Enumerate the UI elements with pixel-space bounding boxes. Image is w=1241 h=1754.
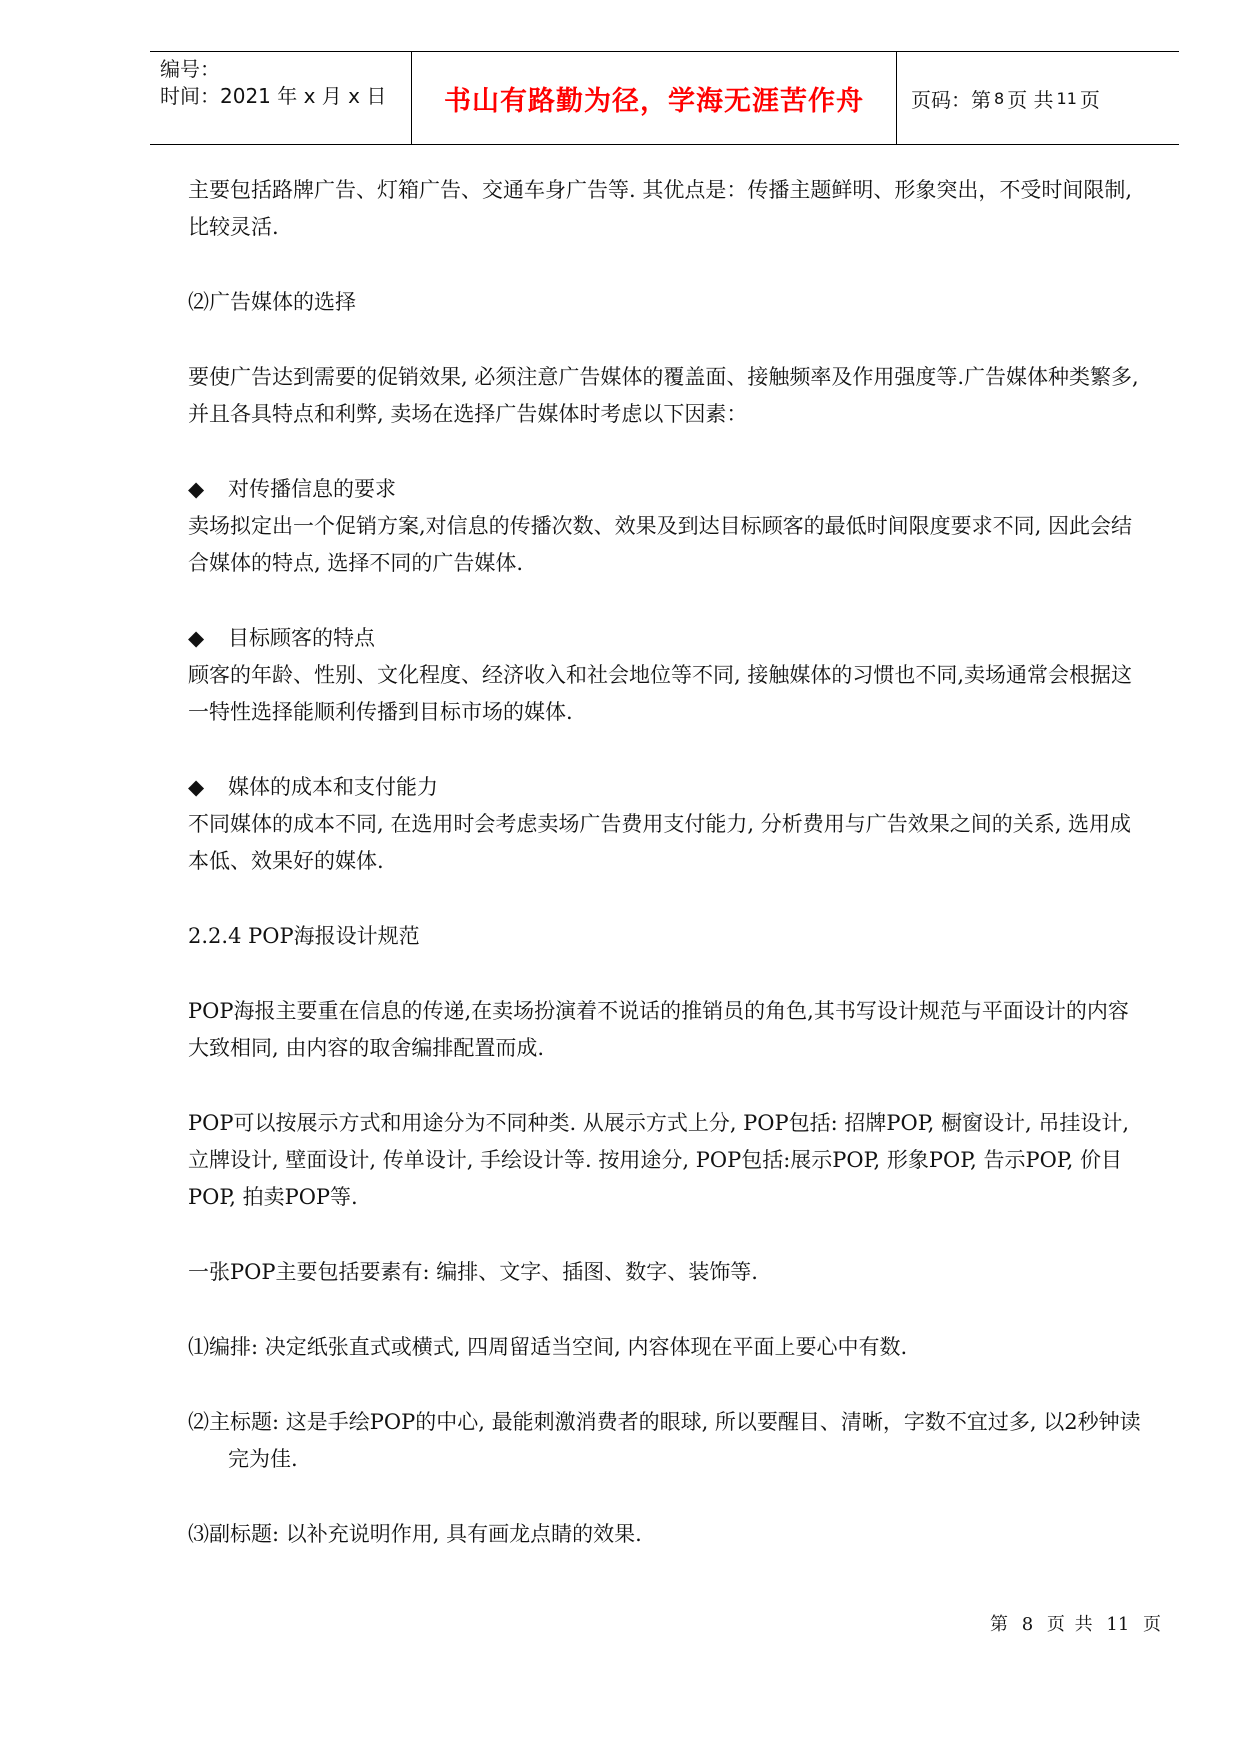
footer-page-prefix: 第 (990, 1614, 1008, 1635)
bullet-item-info-requirements (188, 471, 1148, 508)
document-time: 时间：2021 年 x 月 x 日 (160, 84, 387, 108)
footer-page-mid: 页 共 (1046, 1614, 1093, 1635)
page-footer (990, 1610, 1161, 1636)
header-motto: 书山有路勤为径，学海无涯苦作舟 (412, 52, 897, 144)
paragraph-media-cost: 不同媒体的成本不同, 在选用时会考虑卖场广告费用支付能力, 分析费用与广告效果之间的关系, 选用成本低、效果好的媒体. (188, 812, 1132, 873)
paragraph-pop-types: POP可以按展示方式和用途分为不同种类. 从展示方式上分, POP包括: 招牌POP, 橱窗设计, 吊挂设计, 立牌设计, 壁面设计, 传单设计, 手绘设计等. 按用途分, POP包括:展示POP, 形象POP, 告示POP, 价目POP, 拍卖POP等. (188, 1111, 1129, 1209)
paragraph-pop-elements: 一张POP主要包括要素有: 编排、文字、插图、数字、装饰等. (188, 1260, 758, 1284)
footer-page-suffix: 页 (1143, 1614, 1162, 1635)
list-item-subtitle: ⑶副标题: 以补充说明作用, 具有画龙点睛的效果. (188, 1522, 642, 1546)
paragraph-media-factors: 要使广告达到需要的促销效果, 必须注意广告媒体的覆盖面、接触频率及作用强度等.广告媒体种类繁多, 并且各具特点和利弊, 卖场在选择广告媒体时考虑以下因素： (188, 365, 1139, 426)
list-item-main-title: ⑵主标题: 这是手绘POP的中心, 最能刺激消费者的眼球, 所以要醒目、清晰，字数不宜过多, 以2秒钟读完为佳. (188, 1410, 1141, 1471)
header-page-mid: 页 共 (1007, 87, 1054, 112)
footer-page-current: 8 (1021, 1614, 1034, 1635)
paragraph-outdoor-ads: 主要包括路牌广告、灯箱广告、交通车身广告等. 其优点是：传播主题鲜明、形象突出，不受时间限制, 比较灵活. (188, 178, 1133, 239)
header-page-total: 11 (1056, 88, 1077, 108)
footer-page-total: 11 (1106, 1614, 1130, 1635)
bullet-title-text: 媒体的成本和支付能力 (228, 775, 438, 799)
document-number-label: 编号： (160, 57, 220, 81)
section-heading-media-selection: ⑵广告媒体的选择 (188, 290, 356, 314)
diamond-bullet-icon: ◆ (188, 477, 205, 501)
header-page-current: 8 (994, 88, 1005, 108)
bullet-item-media-cost (188, 769, 1148, 806)
paragraph-pop-purpose: POP海报主要重在信息的传递,在卖场扮演着不说话的推销员的角色,其书写设计规范与平面设计的内容大致相同, 由内容的取舍编排配置而成. (188, 999, 1129, 1060)
diamond-bullet-icon: ◆ (188, 775, 205, 799)
header-page-number (897, 52, 1179, 144)
bullet-item-target-customers (188, 620, 1148, 657)
page-header (150, 51, 1179, 145)
document-body (188, 172, 1148, 1591)
paragraph-info-requirements: 卖场拟定出一个促销方案,对信息的传播次数、效果及到达目标顾客的最低时间限度要求不同, 因此会结合媒体的特点, 选择不同的广告媒体. (188, 514, 1133, 575)
header-page-suffix: 页 (1079, 87, 1100, 112)
header-meta (150, 52, 412, 144)
section-heading-pop-design: 2.2.4 POP海报设计规范 (188, 924, 420, 948)
header-page-prefix: 页码：第 (911, 87, 991, 112)
paragraph-target-customers: 顾客的年龄、性别、文化程度、经济收入和社会地位等不同, 接触媒体的习惯也不同,卖场通常会根据这一特性选择能顺利传播到目标市场的媒体. (188, 663, 1133, 724)
bullet-title-text: 对传播信息的要求 (228, 477, 396, 501)
bullet-title-text: 目标顾客的特点 (228, 626, 375, 650)
diamond-bullet-icon: ◆ (188, 626, 205, 650)
list-item-layout: ⑴编排: 决定纸张直式或横式, 四周留适当空间, 内容体现在平面上要心中有数. (188, 1335, 908, 1359)
